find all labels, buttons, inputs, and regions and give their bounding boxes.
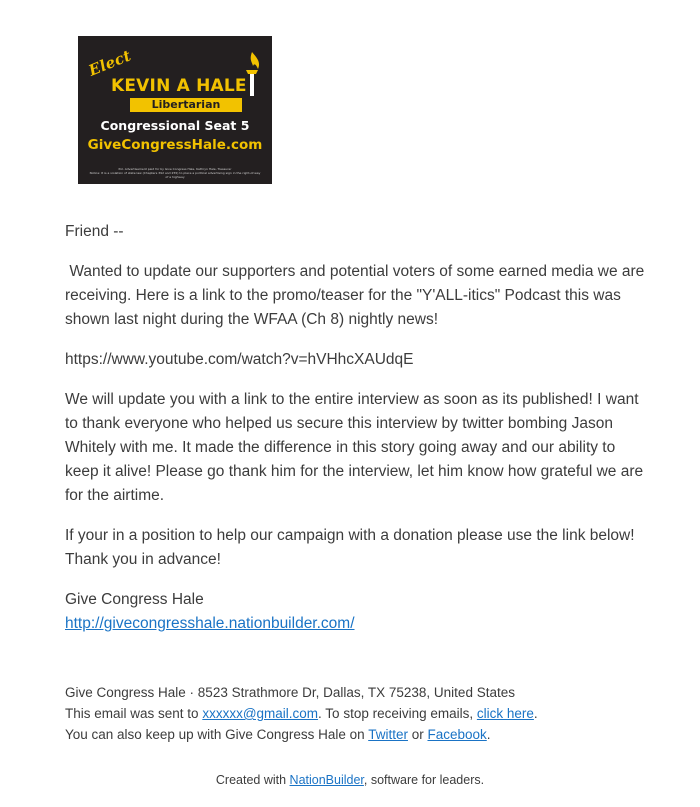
email-greeting: Friend --: [65, 223, 124, 240]
footer-social-line: [65, 724, 665, 745]
email-body: [65, 220, 649, 652]
footer-sent-line: [65, 703, 665, 724]
torch-icon: [241, 50, 263, 98]
nationbuilder-link[interactable]: NationBuilder: [289, 773, 364, 787]
logo-disclaimer-line: Pol. Advertisement paid for by Give Congress Hale, Kathryn Hale, Treasurer: [118, 167, 232, 171]
unsubscribe-link[interactable]: click here: [476, 706, 534, 721]
footer-keep-up-text: You can also keep up with Give Congress Hale on: [65, 727, 369, 742]
signature-name: Give Congress Hale: [65, 591, 204, 608]
logo-party-label: Libertarian: [130, 98, 242, 112]
video-url-text: https://www.youtube.com/watch?v=hVHhcXAUdqE: [65, 351, 414, 368]
footer-end-period: .: [486, 727, 491, 742]
logo-candidate-name: KEVIN A HALE: [111, 76, 247, 96]
nationbuilder-credit: [0, 771, 700, 789]
footer-or-text: or: [407, 727, 428, 742]
footer-stop-text: . To stop receiving emails,: [318, 706, 477, 721]
footer-address: Give Congress Hale · 8523 Strathmore Dr, Dallas, TX 75238, United States: [65, 685, 515, 700]
footer-sent-prefix: This email was sent to: [65, 706, 203, 721]
logo-disclaimer: [88, 167, 262, 179]
twitter-link[interactable]: Twitter: [368, 727, 408, 742]
email-paragraph: If your in a position to help our campaign with a donation please use the link below! Thank you in advance!: [65, 527, 635, 568]
logo-seat-text: Congressional Seat 5: [100, 118, 250, 133]
logo-website-text: GiveCongressHale.com: [87, 137, 263, 153]
credit-prefix: Created with: [215, 773, 290, 787]
credit-suffix: , software for leaders.: [363, 773, 485, 787]
email-footer: [65, 682, 665, 745]
campaign-logo: [78, 36, 272, 184]
recipient-email-link[interactable]: xxxxxx@gmail.com: [202, 706, 319, 721]
footer-period: .: [533, 706, 538, 721]
donation-link[interactable]: http://givecongresshale.nationbuilder.com/: [65, 615, 355, 632]
email-paragraph: Wanted to update our supporters and potential voters of some earned media we are receiving. Here is a link to the promo/teaser for the "Y'ALL-itics" Podcast this was shown last night during the WFAA (Ch 8) nightly news!: [65, 263, 649, 328]
logo-elect-text: Elect: [86, 46, 134, 80]
logo-disclaimer-line: Notice: It is a violation of state law (Chapters 392 and 255) to place a political advertising sign in the right-of-way of a highway: [89, 171, 261, 179]
email-signature: [65, 588, 645, 636]
facebook-link[interactable]: Facebook: [427, 727, 487, 742]
email-paragraph: We will update you with a link to the entire interview as soon as its published! I want to thank everyone who helped us secure this interview by twitter bombing Jason Whitely with me. It made the difference in this story going away and our ability to keep it alive! Please go thank him for the interview, let him know how grateful we are for the airtime.: [65, 391, 644, 504]
